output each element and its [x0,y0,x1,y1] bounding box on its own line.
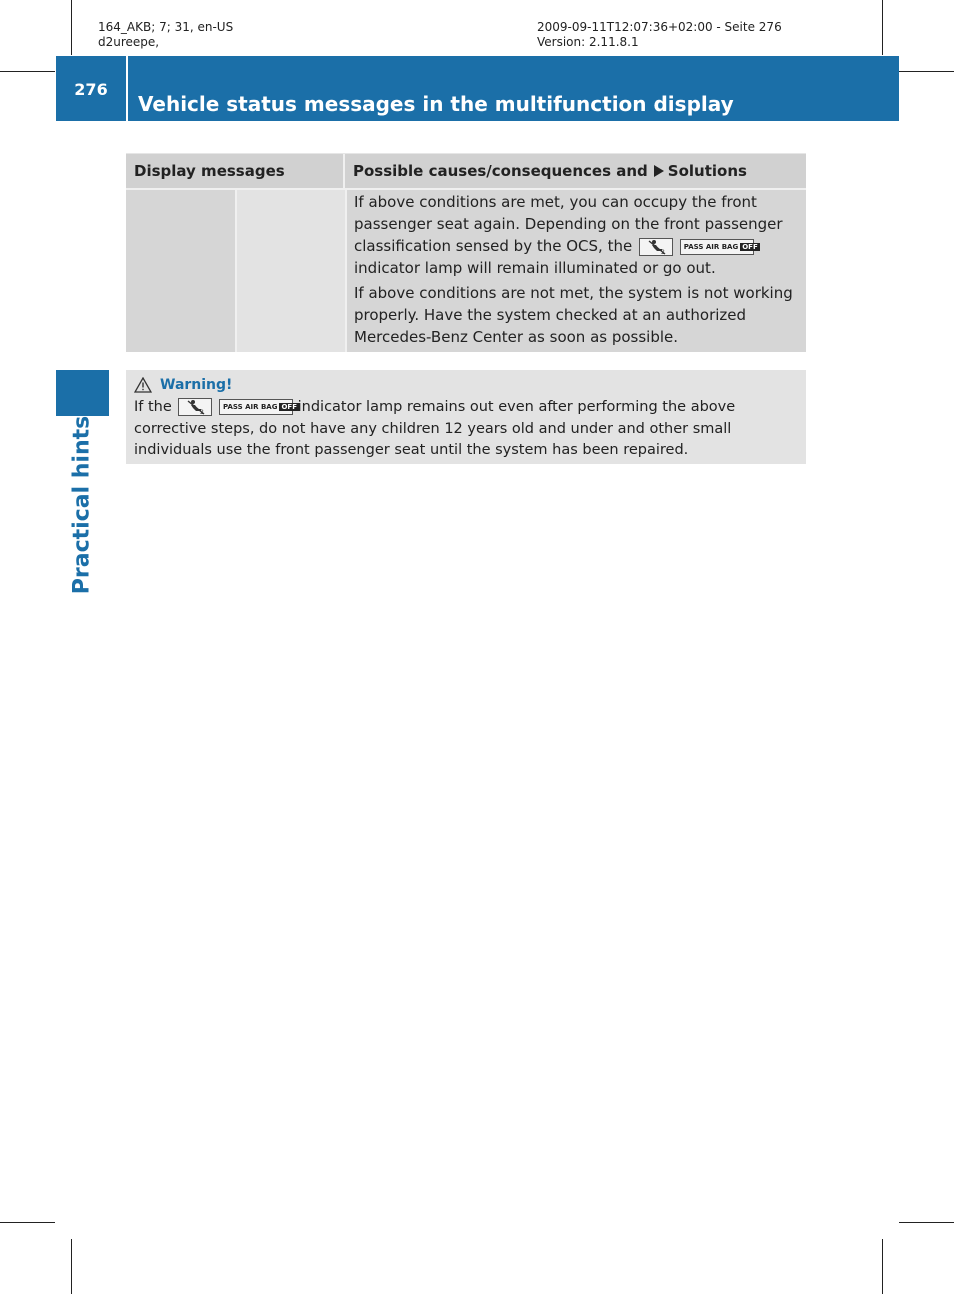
crop-mark [899,1222,954,1223]
warning-triangle-icon [134,377,152,393]
meta-right-line2: Version: 2.11.8.1 [537,35,639,49]
print-meta-left [98,20,233,50]
crop-mark [0,1222,55,1223]
warning-text-a: If the [134,399,172,415]
table-cell-empty [126,190,235,352]
header-divider [126,56,128,121]
pass-air-bag-off-icon [219,399,297,415]
crop-mark [0,71,55,72]
crop-mark [882,0,883,55]
arrow-right-icon [654,165,664,177]
column-header-causes: Possible causes/consequences and [353,162,648,180]
solution-paragraph-2: If above conditions are not met, the system is not working properly. Have the system checked at an authorized Mercedes-Benz Center as soon as possible. [354,284,793,346]
side-tab-label: Practical hints [69,415,95,595]
meta-left-line2: d2ureepe, [98,35,160,49]
meta-left-line1: 164_AKB; 7; 31, en-US [98,20,234,34]
table-header-row [126,153,806,188]
warning-header [134,373,798,397]
crop-mark [882,1239,883,1294]
child-seat-icon [639,238,673,256]
messages-table [126,153,806,352]
column-header-causes-solutions [345,154,806,188]
child-seat-icon [178,398,212,416]
pass-air-bag-off-icon [680,239,758,255]
page-title: Vehicle status messages in the multifunction display [138,92,734,116]
crop-mark [71,1239,72,1294]
solution-text-1a: If above conditions are met, you can occupy the front passenger seat again. Depending on the front passenger classification sensed by the OCS, the [354,193,783,255]
warning-title: Warning! [160,377,233,393]
warning-text [134,397,798,462]
svg-text:2: 2 [660,248,665,255]
crop-mark [899,71,954,72]
svg-text:2: 2 [200,409,205,415]
table-cell-solutions [345,190,806,352]
side-tab-marker [56,370,109,416]
column-header-solutions: Solutions [667,162,747,180]
meta-right-line1: 2009-09-11T12:07:36+02:00 - Seite 276 [537,20,782,34]
print-meta-right [537,20,782,50]
pass-air-bag-off-label: OFF [281,403,297,411]
pass-air-bag-off-label: OFF [742,242,758,251]
pass-air-bag-label: PASS AIR BAG [683,242,739,251]
table-cell-empty [235,190,345,352]
warning-text-b: indicator lamp remains out even after performing the above corrective steps, do not have any children 12 years old and under and other small individuals use the front passenger seat until the system has been repaired. [134,399,736,458]
solution-text-1b: indicator lamp will remain illuminated or go out. [354,259,716,277]
page-number [56,56,126,121]
page-number-text: 276 [74,80,108,99]
pass-air-bag-label: PASS AIR BAG [223,403,278,411]
column-header-display-messages: Display messages [126,154,345,188]
solution-paragraph-1 [354,191,798,279]
warning-box [126,370,806,464]
table-row [126,188,806,352]
crop-mark [71,0,72,55]
